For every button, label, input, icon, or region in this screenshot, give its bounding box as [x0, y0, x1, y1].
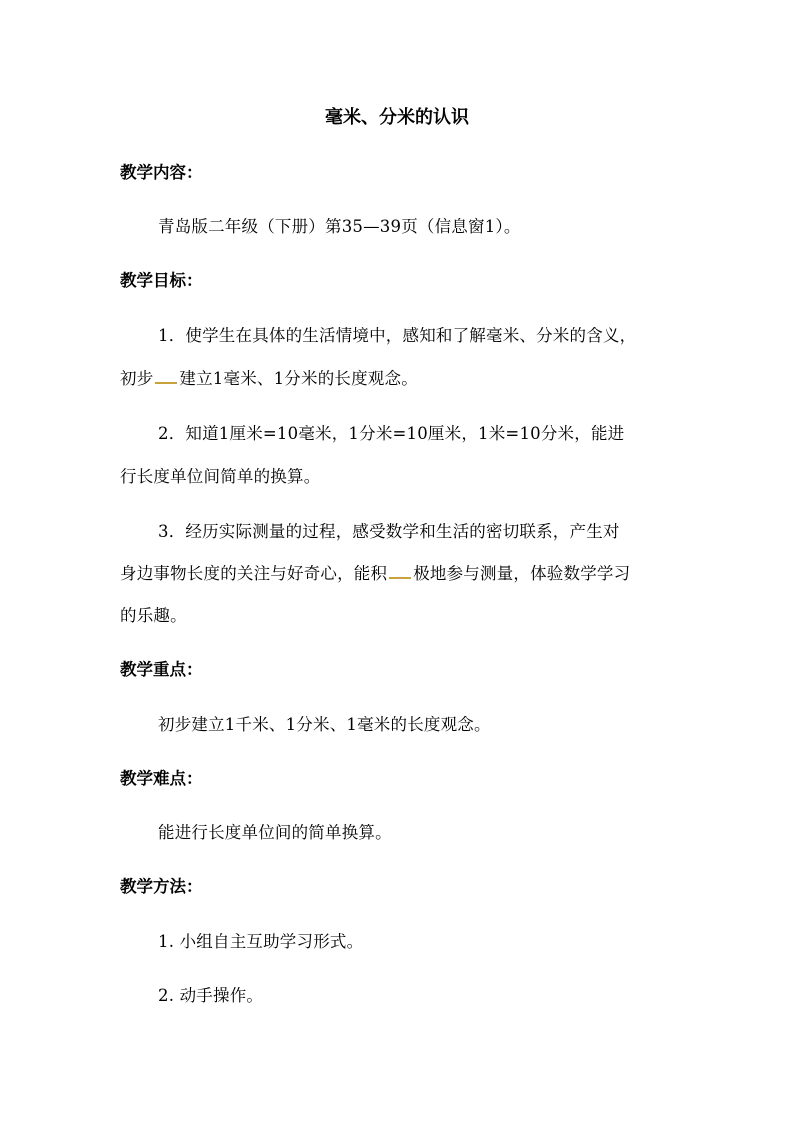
- goal-3-line-3: 的乐趣。: [120, 606, 187, 625]
- revision-mark: [389, 563, 411, 579]
- goal-3-line-2-before: 身边事物长度的关注与好奇心，能积: [120, 564, 388, 583]
- difficulties-text: 能进行长度单位间的简单换算。: [158, 823, 392, 842]
- revision-mark: [155, 368, 177, 384]
- method-1: 1. 小组自主互助学习形式。: [158, 932, 364, 951]
- key-points-text: 初步建立1千米、1分米、1毫米的长度观念。: [158, 715, 491, 734]
- goal-3-line-1: 3．经历实际测量的过程，感受数学和生活的密切联系，产生对: [158, 522, 620, 541]
- goal-1-line-2: [120, 368, 418, 390]
- goal-2-line-2: 行长度单位间简单的换算。: [120, 467, 321, 486]
- goal-1-line-1: 1．使学生在具体的生活情境中，感知和了解毫米、分米的含义，: [158, 326, 637, 345]
- section-heading-content: 教学内容：: [120, 163, 203, 182]
- content-text: 青岛版二年级（下册）第35—39页（信息窗1）。: [158, 217, 521, 236]
- goal-3-line-2: [120, 563, 630, 585]
- method-2: 2. 动手操作。: [158, 986, 264, 1005]
- section-heading-key-points: 教学重点：: [120, 660, 203, 679]
- section-heading-methods: 教学方法：: [120, 877, 203, 896]
- section-heading-goals: 教学目标：: [120, 271, 203, 290]
- goal-3-line-2-after: 极地参与测量，体验数学学习: [413, 564, 631, 583]
- document-title: 毫米、分米的认识: [325, 107, 469, 128]
- goal-1-line-2-after: 建立1毫米、1分米的长度观念。: [179, 369, 418, 388]
- goal-1-line-2-before: 初步: [120, 369, 154, 388]
- section-heading-difficulties: 教学难点：: [120, 769, 203, 788]
- goal-2-line-1: 2．知道1厘米=10毫米，1分米=10厘米，1米=10分米，能进: [158, 424, 625, 443]
